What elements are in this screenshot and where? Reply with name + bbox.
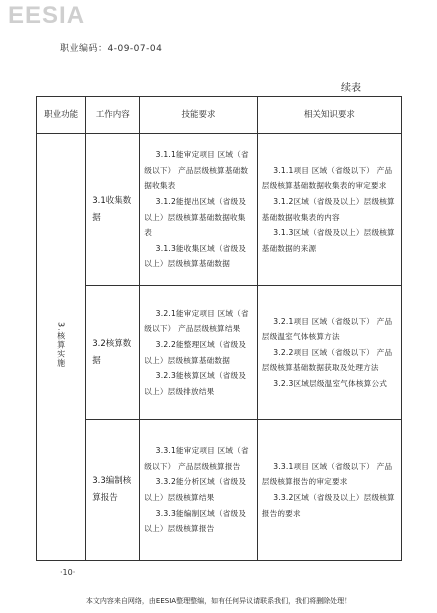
- knowledge-item: 3.3.2区域（省级及以上）层级核算报告的要求: [261, 493, 395, 518]
- header-knowledge-requirements: 相关知识要求: [257, 97, 401, 134]
- skill-requirements-cell: [140, 420, 258, 561]
- skill-requirements-cell: [140, 134, 258, 286]
- work-content-cell: 3.1收集数据: [86, 134, 140, 286]
- skill-requirements-cell: [140, 286, 258, 420]
- function-label: 3.核算实施: [56, 322, 66, 368]
- page-number: ·10·: [60, 568, 76, 577]
- skill-item: 3.3.1能审定项目 区域（省级以下） 产品层级核算报告: [144, 446, 249, 471]
- continued-label: 续表: [341, 83, 361, 94]
- knowledge-item: 3.2.3区域层级温室气体核算公式: [273, 378, 388, 388]
- skill-item: 3.1.2能提出区域（省级及以上）层级核算基础数据收集表: [144, 196, 247, 238]
- work-content-cell: 3.2核算数据: [86, 286, 140, 420]
- knowledge-item: 3.1.1项目 区域（省级以下） 产品层级核算基础数据收集表的审定要求: [261, 165, 393, 191]
- knowledge-requirements-cell: [257, 286, 401, 420]
- skill-item: 3.2.3能核算区域（省级及以上）层级排放结果: [144, 371, 247, 396]
- skill-item: 3.3.2能分析区域（省级及以上）层级核算结果: [144, 477, 247, 502]
- skill-item: 3.1.1能审定项目 区域（省级以下） 产品层级核算基础数据收集表: [144, 150, 249, 191]
- header-work-content: 工作内容: [86, 97, 140, 134]
- knowledge-requirements-cell: [257, 420, 401, 561]
- knowledge-item: 3.2.2项目 区域（省级以下） 产品层级核算基础数据获取及处理方法: [261, 347, 393, 373]
- footer-note: 本文内容来自网络，由EESIA整理整编，如有任何异议请联系我们，我们将删除处理！: [85, 597, 352, 605]
- knowledge-item: 3.1.2区域（省级及以上）层级核算基础数据收集表的内容: [261, 196, 395, 222]
- eesia-watermark: EESIA: [8, 2, 86, 29]
- header-skill-requirements: 技能要求: [140, 97, 258, 134]
- skill-item: 3.2.2能整理区域（省级及以上）层级核算基础数据: [144, 339, 247, 365]
- skills-table: [36, 96, 402, 561]
- header-function: 职业功能: [37, 97, 86, 134]
- work-content-cell: 3.3编制核算报告: [86, 420, 140, 561]
- function-cell: [37, 134, 86, 561]
- table-row: [37, 134, 402, 286]
- table-row: [37, 286, 402, 420]
- knowledge-item: 3.1.3区域（省级及以上）层级核算基础数据的来源: [261, 228, 395, 253]
- knowledge-item: 3.2.1项目 区域（省级以下） 产品层级温室气体核算方法: [261, 316, 393, 342]
- knowledge-requirements-cell: [257, 134, 401, 286]
- table-header-row: [37, 97, 402, 134]
- skill-item: 3.2.1能审定项目 区域（省级以下） 产品层级核算结果: [144, 308, 249, 334]
- knowledge-item: 3.3.1项目 区域（省级以下） 产品层级核算报告的审定要求: [261, 461, 393, 487]
- skill-item: 3.1.3能收集区域（省级及以上）层级核算基础数据: [144, 243, 247, 269]
- table-row: [37, 420, 402, 561]
- skill-item: 3.3.3能编制区域（省级及以上）层级核算报告: [144, 508, 247, 534]
- occupation-code: 职业编码：4-09-07-04: [60, 44, 163, 54]
